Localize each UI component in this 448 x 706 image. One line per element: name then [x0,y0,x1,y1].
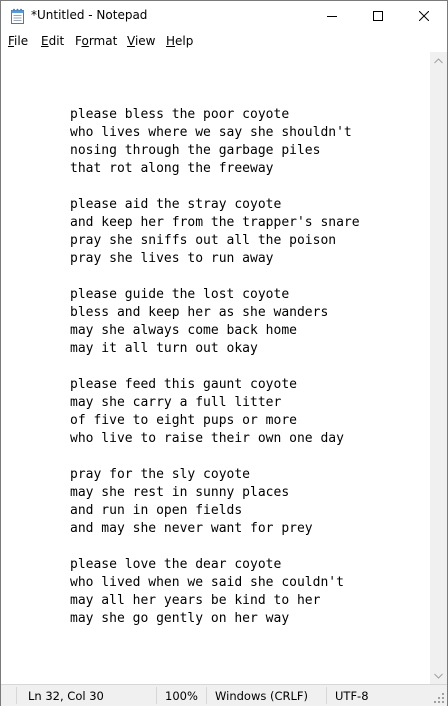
status-divider [206,687,207,704]
menu-edit-label: dit [48,34,65,48]
cursor-position: Ln 32, Col 30 [28,688,104,703]
menu-file-label: ile [14,34,29,48]
maximize-icon [373,11,383,21]
menu-edit-accel: E [41,34,49,48]
menu-format-accel: o [81,34,89,48]
minimize-icon [327,11,337,21]
title-bar[interactable] [1,1,447,31]
maximize-button[interactable] [355,1,401,31]
menu-help-label: elp [175,34,194,48]
close-icon [419,11,429,21]
status-divider [156,687,157,704]
zoom-level: 100% [165,688,198,703]
menu-format-prefix: F [75,34,82,48]
scroll-up-button[interactable] [430,52,447,69]
notepad-icon [10,8,25,24]
resize-grip-icon[interactable] [433,692,445,704]
scroll-up-arrow-icon [434,58,443,64]
menu-format[interactable] [75,34,117,48]
minimize-button[interactable] [309,1,355,31]
menu-bar [1,31,447,53]
window-title: *Untitled - Notepad [31,8,148,22]
menu-help[interactable] [166,34,193,48]
scroll-down-button[interactable] [430,667,447,684]
menu-help-accel: H [166,34,176,48]
text-editor[interactable] [1,52,430,684]
menu-view[interactable] [127,34,155,48]
menu-edit[interactable] [41,34,64,48]
menu-format-label: rmat [88,34,118,48]
line-ending: Windows (CRLF) [215,688,309,703]
close-button[interactable] [401,1,447,31]
menu-view-label: iew [134,34,156,48]
vertical-scrollbar[interactable] [430,52,447,684]
status-bar [1,684,447,706]
menu-file-accel: F [8,34,15,48]
status-divider [326,687,327,704]
menu-file[interactable] [8,34,28,48]
encoding: UTF-8 [335,688,369,703]
editor-content[interactable]: please bless the poor coyote who lives where we say she shouldn't nosing through the garbage piles that rot along the freeway please aid the stray coyote and keep her from the trapper's snare pray she sniffs out all the poison pray she lives to run away please guide the lost coyote bless and keep her as she wanders may she always come back home may it all turn out okay please feed this gaunt coyote may she carry a full litter of five to eight pups or more who live to raise their own one day pray for the sly coyote may she rest in sunny places and run in open fields and may she never want for prey please love the dear coyote who lived when we said she couldn't may all her years be kind to her may she go gently on her way [70,107,360,626]
status-divider [16,687,17,704]
menu-view-accel: V [127,34,135,48]
scroll-down-arrow-icon [434,673,443,679]
